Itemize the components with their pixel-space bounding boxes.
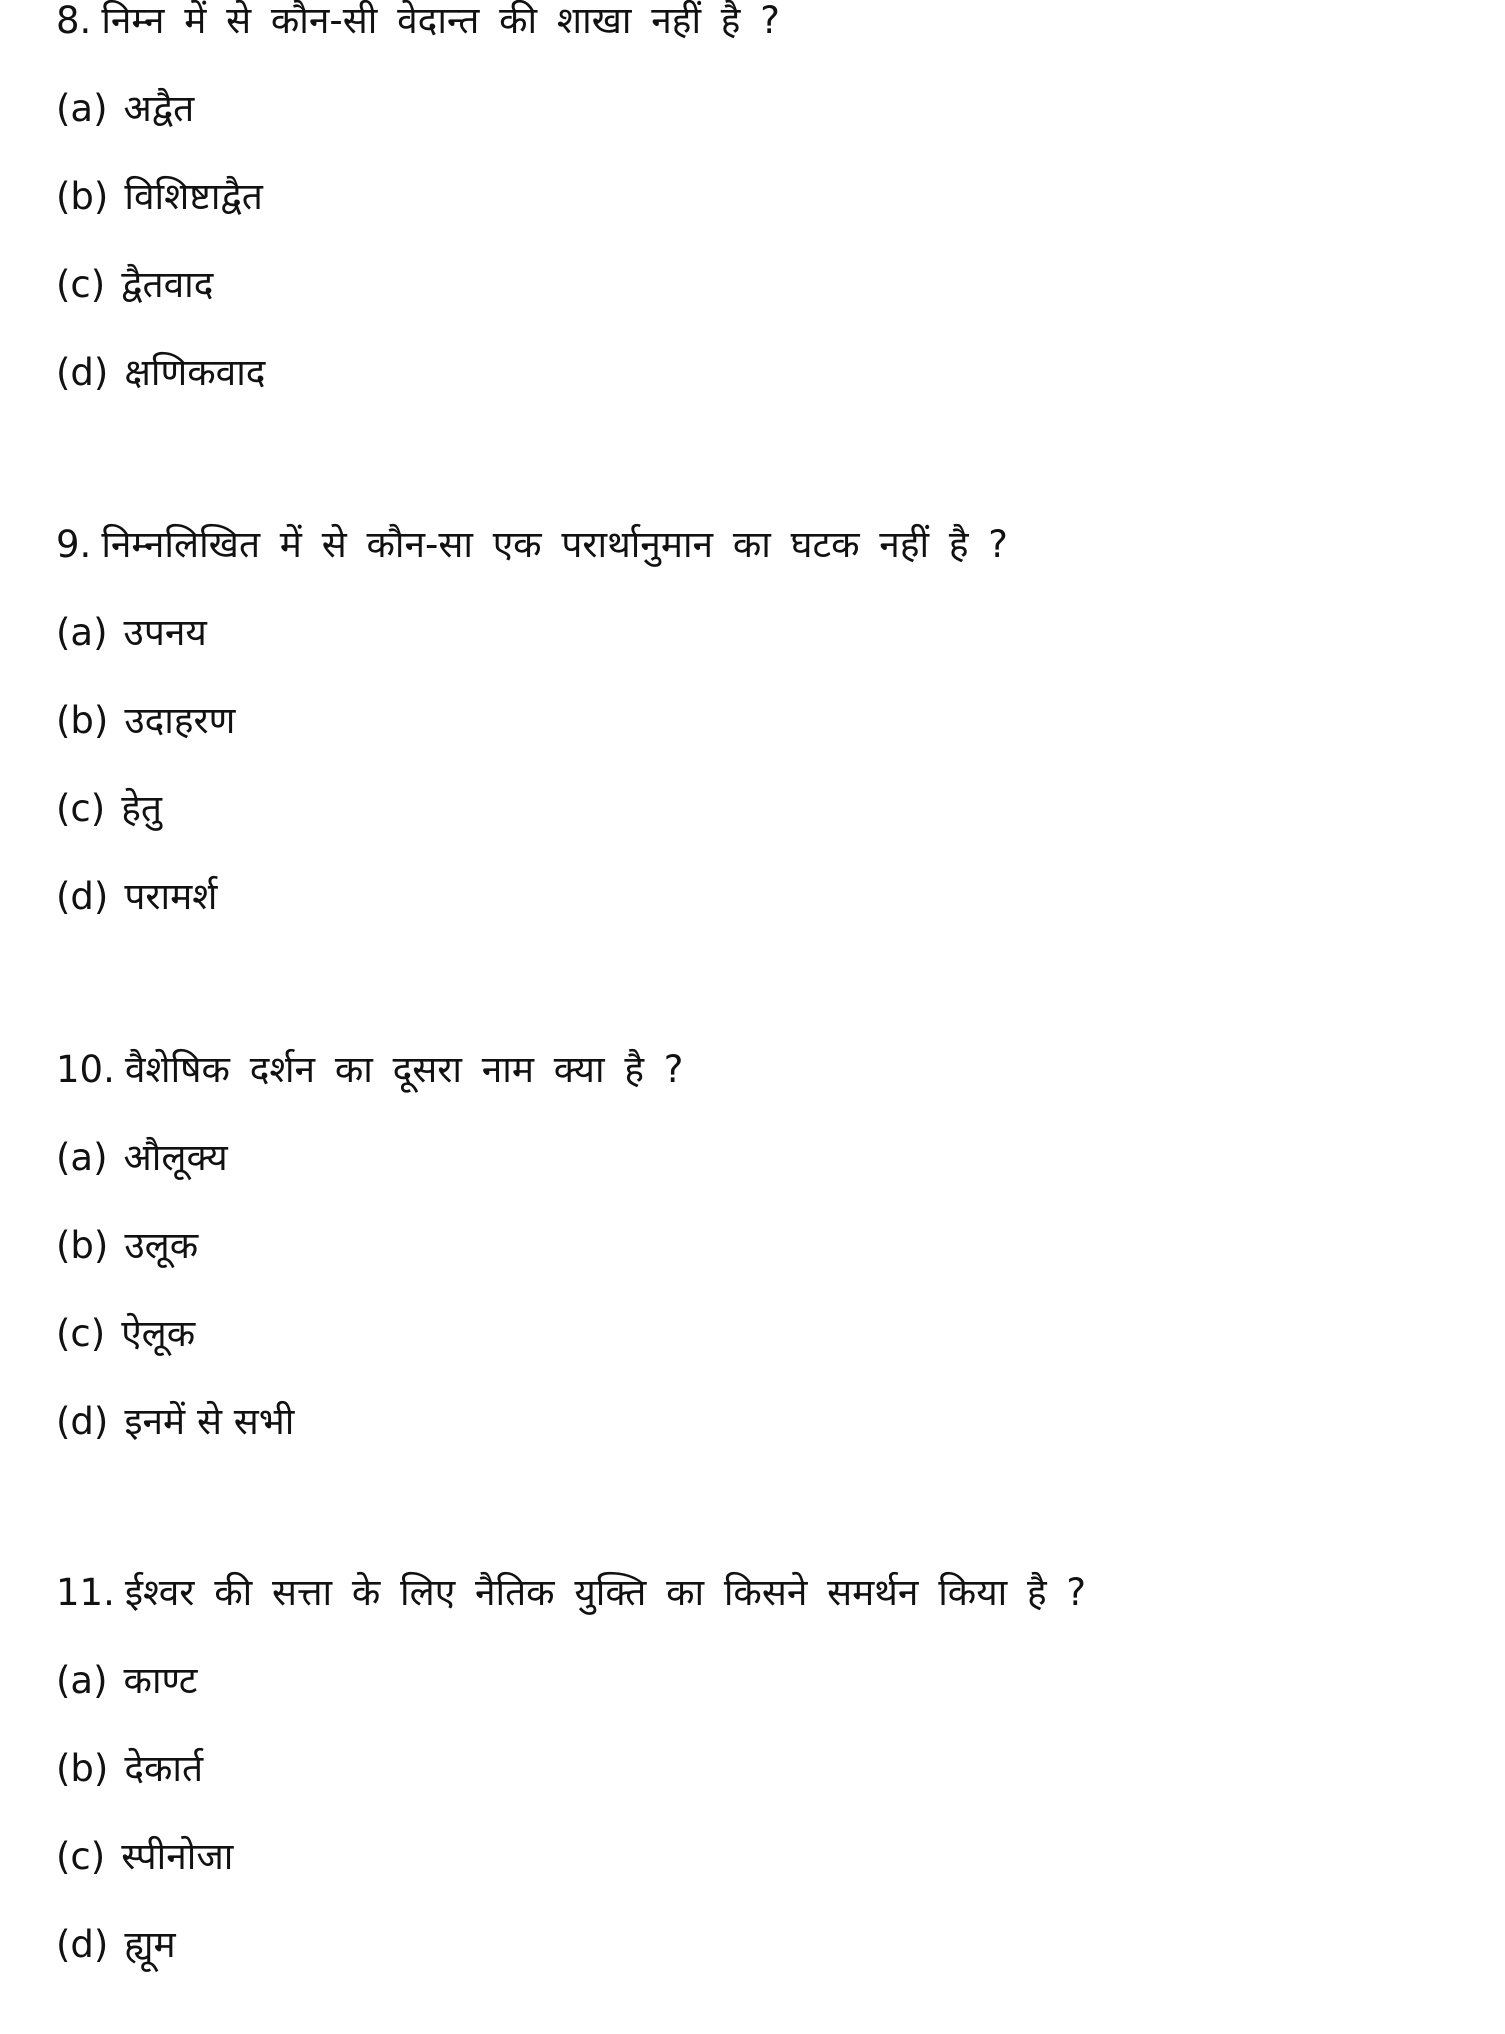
option-label: (b): [56, 175, 109, 218]
question-text-line: [56, 1045, 1476, 1095]
option-label: (c): [56, 1835, 106, 1878]
option-label: (d): [56, 351, 109, 394]
option-a: [56, 608, 1476, 658]
option-label: (a): [56, 87, 108, 130]
option-text: देकार्त: [124, 1747, 204, 1790]
option-label: (c): [56, 1312, 106, 1355]
question-text: ईश्वर की सत्ता के लिए नैतिक युक्ति का किसने समर्थन किया है ?: [124, 1571, 1087, 1614]
option-label: (a): [56, 611, 108, 654]
option-c: [56, 784, 1476, 834]
question-number: 10.: [56, 1048, 115, 1091]
option-b: [56, 1221, 1476, 1271]
question-text: निम्नलिखित में से कौन-सा एक परार्थानुमान का घटक नहीं है ?: [101, 523, 1008, 566]
option-b: [56, 1744, 1476, 1794]
question-10: [56, 1045, 1476, 1447]
option-label: (c): [56, 263, 106, 306]
question-11: [56, 1568, 1476, 1970]
question-8: [56, 0, 1476, 398]
option-c: [56, 1832, 1476, 1882]
option-b: [56, 172, 1476, 222]
option-text: ह्यूम: [124, 1923, 176, 1966]
option-label: (b): [56, 1747, 109, 1790]
option-text: हेतु: [121, 787, 162, 830]
option-a: [56, 1133, 1476, 1183]
option-text: क्षणिकवाद: [124, 351, 266, 394]
question-text: निम्न में से कौन-सी वेदान्त की शाखा नहीं है ?: [101, 0, 780, 42]
option-label: (c): [56, 787, 106, 830]
question-text-line: [56, 520, 1476, 570]
option-text: उदाहरण: [124, 699, 236, 742]
question-text: वैशेषिक दर्शन का दूसरा नाम क्या है ?: [124, 1048, 684, 1091]
option-d: [56, 1397, 1476, 1447]
question-text-line: [56, 0, 1476, 46]
option-label: (a): [56, 1659, 108, 1702]
question-number: 9.: [56, 523, 92, 566]
option-a: [56, 84, 1476, 134]
option-d: [56, 872, 1476, 922]
option-label: (b): [56, 1224, 109, 1267]
option-d: [56, 348, 1476, 398]
option-text: उलूक: [124, 1224, 199, 1267]
question-9: [56, 520, 1476, 922]
option-c: [56, 260, 1476, 310]
option-label: (d): [56, 1400, 109, 1443]
option-text: औलूक्य: [123, 1136, 228, 1179]
option-c: [56, 1309, 1476, 1359]
option-label: (d): [56, 1923, 109, 1966]
option-text: अद्वैत: [123, 87, 195, 130]
option-a: [56, 1656, 1476, 1706]
question-number: 8.: [56, 0, 92, 42]
option-text: काण्ट: [123, 1659, 198, 1702]
question-number: 11.: [56, 1571, 115, 1614]
option-label: (b): [56, 699, 109, 742]
option-text: विशिष्टाद्वैत: [124, 175, 263, 218]
option-text: उपनय: [123, 611, 207, 654]
option-text: परामर्श: [124, 875, 218, 918]
option-text: स्पीनोजा: [121, 1835, 234, 1878]
question-text-line: [56, 1568, 1476, 1618]
option-label: (d): [56, 875, 109, 918]
option-label: (a): [56, 1136, 108, 1179]
option-d: [56, 1920, 1476, 1970]
option-text: इनमें से सभी: [124, 1400, 295, 1443]
option-b: [56, 696, 1476, 746]
option-text: ऐलूक: [121, 1312, 196, 1355]
option-text: द्वैतवाद: [121, 263, 214, 306]
